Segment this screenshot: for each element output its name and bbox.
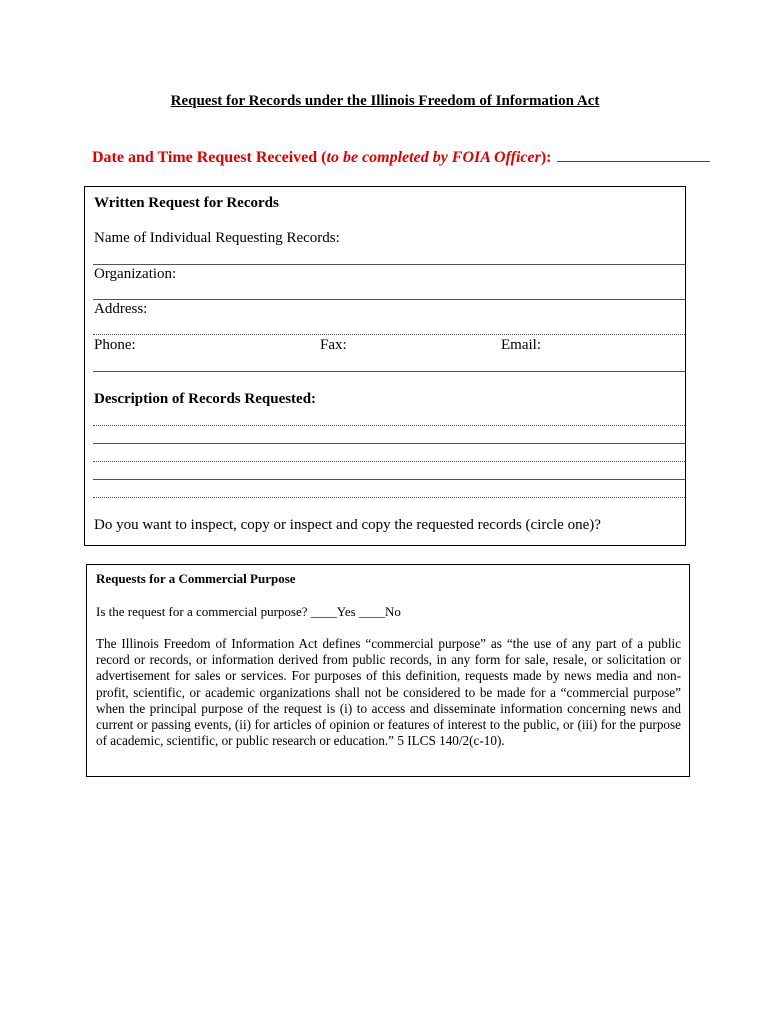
- organization-field[interactable]: [93, 299, 685, 300]
- commercial-purpose-box: [86, 564, 690, 777]
- description-heading: Description of Records Requested:: [94, 391, 317, 407]
- email-label: Email:: [501, 337, 541, 353]
- contact-field[interactable]: [93, 371, 685, 372]
- commercial-definition: The Illinois Freedom of Information Act defines “commercial purpose” as “the use of any part of a public record or records, or information derived from public records, in any form for sale, resale, or solicitation or advertisement for sales or services. For purposes of this definition, requests made by news media and non-profit, scientific, or academic organizations shall not be considered to be made for a “commercial purpose” when the principal purpose of the request is (i) to access and disseminate information concerning news and current or passing events, (ii) for articles of opinion or features of interest to the public, or (iii) for the purpose of academic, scientific, or public research or education.” 5 ILCS 140/2(c-10).: [96, 636, 681, 749]
- commercial-heading: Requests for a Commercial Purpose: [96, 571, 296, 586]
- description-line[interactable]: [93, 425, 685, 426]
- phone-label: Phone:: [94, 337, 136, 353]
- organization-label: Organization:: [94, 266, 177, 282]
- date-received-suffix: ):: [540, 149, 552, 166]
- address-field[interactable]: [93, 334, 685, 335]
- written-request-heading: Written Request for Records: [94, 195, 279, 211]
- fax-label: Fax:: [320, 337, 347, 353]
- address-label: Address:: [94, 301, 148, 317]
- foia-officer-note: to be completed by FOIA Officer: [326, 149, 541, 166]
- name-field[interactable]: [93, 264, 685, 265]
- date-received-line: [92, 147, 710, 167]
- description-line[interactable]: [93, 479, 685, 480]
- description-line[interactable]: [93, 443, 685, 444]
- written-request-box: [84, 186, 686, 546]
- inspect-question: Do you want to inspect, copy or inspect and copy the requested records (circle one)?: [94, 517, 601, 533]
- date-received-field[interactable]: [557, 147, 710, 162]
- date-received-label: Date and Time Request Received (: [92, 149, 327, 166]
- name-label: Name of Individual Requesting Records:: [94, 230, 340, 246]
- commercial-question: Is the request for a commercial purpose? ____Yes ____No: [96, 604, 401, 619]
- page-title: Request for Records under the Illinois Freedom of Information Act: [170, 93, 600, 109]
- description-line[interactable]: [93, 461, 685, 462]
- description-line[interactable]: [93, 497, 685, 498]
